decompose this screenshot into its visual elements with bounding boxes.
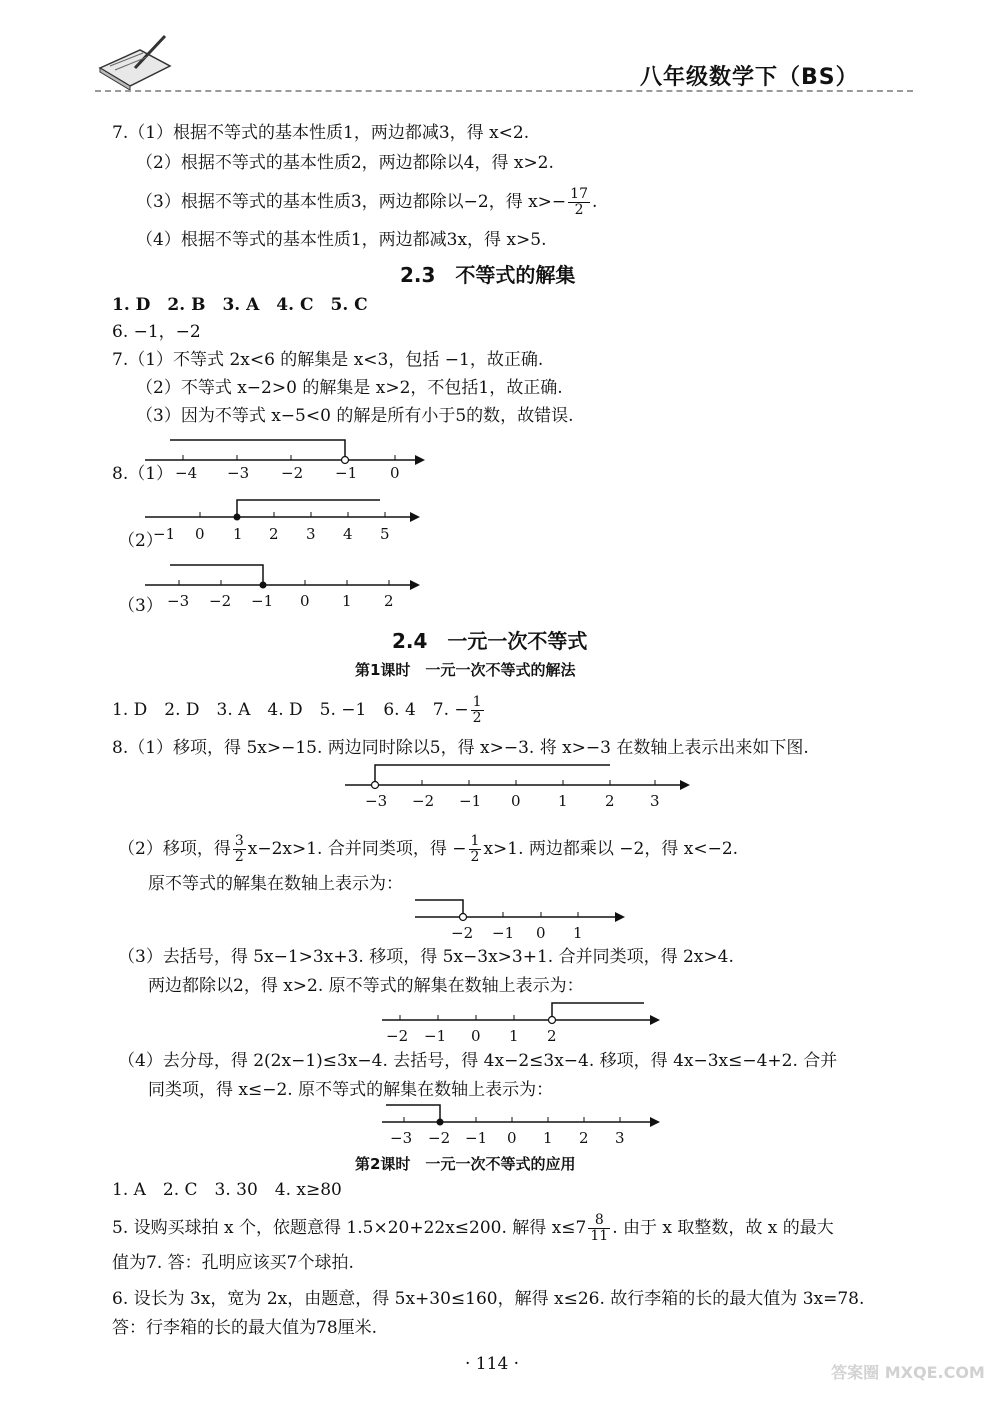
- tick-label: −1: [492, 924, 515, 942]
- sec23-q8-label-3: （3）: [118, 596, 163, 616]
- tick-label: 0: [300, 592, 310, 610]
- tick-label: −2: [209, 592, 232, 610]
- tick-label: −1: [459, 792, 482, 810]
- tick-label: −2: [428, 1129, 451, 1147]
- sec23-q7-line2: （2）不等式 x−2>0 的解集是 x>2，不包括1，故正确.: [136, 378, 563, 398]
- number-line-d: [382, 1100, 667, 1148]
- lesson2-q6-line2: 答：行李箱的长的最大值为78厘米.: [112, 1318, 378, 1338]
- header-rule: [95, 90, 913, 92]
- book-pencil-icon: [95, 28, 175, 90]
- tick-label: −2: [281, 464, 304, 480]
- tick-label: 1: [543, 1129, 553, 1147]
- header-title: 八年级数学下（BS）: [640, 65, 859, 90]
- tick-label: 2: [269, 525, 279, 543]
- sec24-q8-line1: 8.（1）移项，得 5x>−15. 两边同时除以5，得 x>−3. 将 x>−3 在数轴上表示出来如下图.: [112, 738, 809, 758]
- tick-label: 3: [615, 1129, 625, 1147]
- tick-label: −2: [412, 792, 435, 810]
- tick-label: 1: [558, 792, 568, 810]
- sec24-q8-line3: 原不等式的解集在数轴上表示为：: [148, 874, 403, 894]
- sec23-answer-6: 6. −1，−2: [112, 322, 201, 342]
- tick-label: −1: [251, 592, 274, 610]
- tick-label: 0: [536, 924, 546, 942]
- watermark: 答案圈 MXQE.COM: [831, 1363, 985, 1382]
- number-line-3: [145, 560, 425, 610]
- tick-label: 3: [650, 792, 660, 810]
- tick-label: 0: [471, 1027, 481, 1045]
- number-line-b: [415, 895, 630, 943]
- lesson2-q6-line1: 6. 设长为 3x，宽为 2x，由题意，得 5x+30≤160，解得 x≤26. 故行李箱的长的最大值为 3x=78.: [112, 1289, 865, 1309]
- tick-label: 5: [380, 525, 390, 543]
- tick-label: 2: [384, 592, 394, 610]
- sec23-q8-label-2: （2）: [118, 531, 163, 551]
- tick-label: 1: [342, 592, 352, 610]
- sec24-q8-line4: （3）去括号，得 5x−1>3x+3. 移项，得 5x−3x>3+1. 合并同类项，得 2x>4.: [118, 947, 734, 967]
- tick-label: 2: [547, 1027, 557, 1045]
- number-line-c: [382, 998, 667, 1046]
- tick-label: 1: [233, 525, 243, 543]
- tick-label: −2: [451, 924, 474, 942]
- q7-line3: （3）根据不等式的基本性质3，两边都除以−2，得 x>− $\frac{17}{2}$ .: [136, 186, 598, 218]
- sec24-q8-line2: （2）移项，得 $\frac{3}{2}$ x−2x>1. 合并同类项，得 − $\frac{1}{2}$ x>1. 两边都乘以 −2，得 x<−2.: [118, 833, 739, 865]
- section-title-2-3: 2.3 不等式的解集: [400, 263, 576, 287]
- number-line-a: [345, 760, 695, 810]
- tick-label: −1: [153, 525, 176, 543]
- page-number: · 114 ·: [465, 1354, 520, 1374]
- tick-label: 1: [573, 924, 583, 942]
- tick-label: −3: [365, 792, 388, 810]
- header-logo: [95, 28, 175, 90]
- q7-line4: （4）根据不等式的基本性质1，两边都减3x，得 x>5.: [136, 230, 547, 250]
- tick-label: 0: [511, 792, 521, 810]
- tick-label: 0: [195, 525, 205, 543]
- lesson2-answers-1-4: 1. A 2. C 3. 30 4. x≥80: [112, 1180, 342, 1200]
- tick-label: 0: [390, 464, 400, 480]
- lesson2-title: 第2课时 一元一次不等式的应用: [355, 1155, 576, 1173]
- tick-label: −3: [390, 1129, 413, 1147]
- sec24-answers-1-7: 1. D 2. D 3. A 4. D 5. −1 6. 4 7. − $\frac{1}{2}$: [112, 694, 482, 726]
- number-line-1-ticks: [175, 455, 400, 480]
- tick-label: 2: [579, 1129, 589, 1147]
- q7-line1: 7.（1）根据不等式的基本性质1，两边都减3，得 x<2.: [112, 123, 530, 143]
- sec23-q8-label-1: 8.（1）: [112, 464, 174, 484]
- tick-label: 0: [507, 1129, 517, 1147]
- section-title-2-4: 2.4 一元一次不等式: [392, 629, 588, 653]
- tick-label: 3: [306, 525, 316, 543]
- sec23-q7-line3: （3）因为不等式 x−5<0 的解是所有小于5的数，故错误.: [136, 406, 574, 426]
- tick-label: −1: [335, 464, 358, 480]
- sec24-q8-line7: 同类项，得 x≤−2. 原不等式的解集在数轴上表示为：: [148, 1080, 554, 1100]
- tick-label: −3: [167, 592, 190, 610]
- tick-label: −4: [175, 464, 198, 480]
- sec24-q8-line6: （4）去分母，得 2(2x−1)≤3x−4. 去括号，得 4x−2≤3x−4. 移项，得 4x−3x≤−4+2. 合并: [118, 1051, 838, 1071]
- tick-label: −2: [386, 1027, 409, 1045]
- lesson2-q5-line2: 值为7. 答：孔明应该买7个球拍.: [112, 1253, 354, 1273]
- tick-label: −3: [227, 464, 250, 480]
- lesson1-title: 第1课时 一元一次不等式的解法: [355, 661, 576, 679]
- tick-label: −1: [424, 1027, 447, 1045]
- number-line-1: [145, 435, 425, 480]
- sec23-answers-1-5: 1. D 2. B 3. A 4. C 5. C: [112, 295, 368, 315]
- tick-label: 1: [509, 1027, 519, 1045]
- tick-label: 2: [605, 792, 615, 810]
- tick-label: 4: [343, 525, 353, 543]
- number-line-2: [145, 495, 425, 545]
- lesson2-q5-line1: 5. 设购买球拍 x 个，依题意得 1.5×20+22x≤200. 解得 x≤7 $\frac{8}{11}$ . 由于 x 取整数，故 x 的最大: [112, 1212, 834, 1244]
- tick-label: −1: [465, 1129, 488, 1147]
- sec23-q7-line1: 7.（1）不等式 2x<6 的解集是 x<3，包括 −1，故正确.: [112, 350, 544, 370]
- q7-line2: （2）根据不等式的基本性质2，两边都除以4，得 x>2.: [136, 153, 554, 173]
- sec24-q8-line5: 两边都除以2，得 x>2. 原不等式的解集在数轴上表示为：: [148, 976, 584, 996]
